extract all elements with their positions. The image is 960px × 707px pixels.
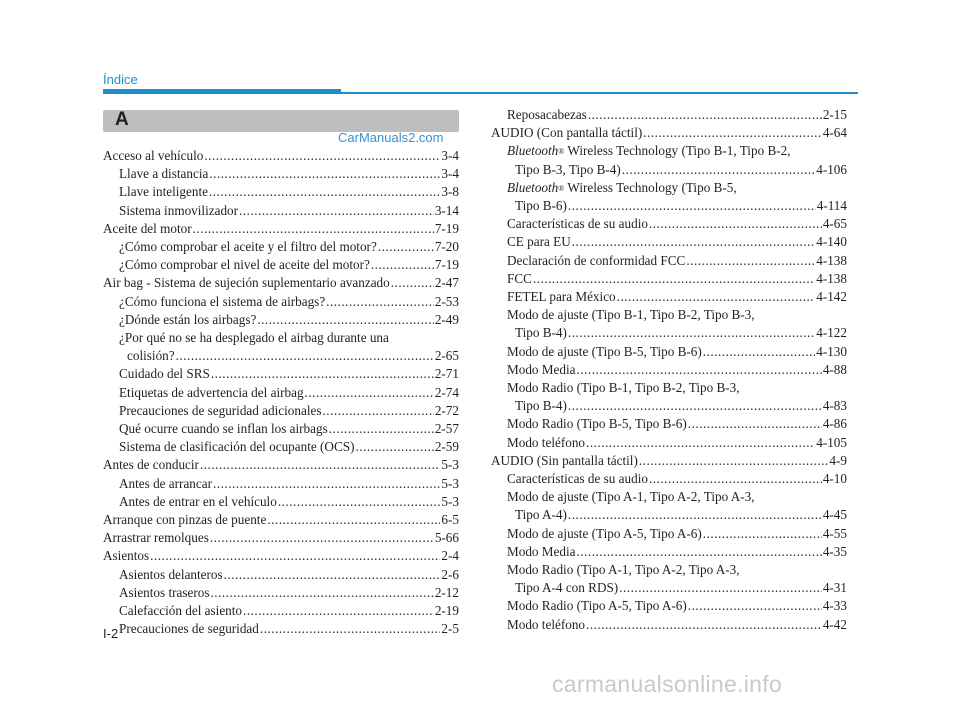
- section-letter-box: [103, 110, 459, 132]
- dot-leader: [617, 288, 816, 306]
- index-entry-page: 4-65: [822, 216, 847, 232]
- index-entry-title-line2: [507, 324, 847, 342]
- index-entry-text: Reposacabezas: [507, 107, 587, 122]
- index-entry-page: 4-130: [816, 343, 847, 359]
- index-entry[interactable]: [103, 438, 459, 456]
- index-entry-page: 2-19: [434, 603, 459, 619]
- index-entry-page: 4-83: [822, 398, 847, 414]
- index-entry-page: 2-4: [441, 548, 459, 564]
- registered-mark: ®: [558, 147, 565, 157]
- index-entry-page: 5-3: [441, 457, 459, 473]
- index-entry-page: 2-47: [434, 275, 459, 291]
- index-entry[interactable]: [103, 547, 459, 565]
- index-entry-text: Wireless Technology (Tipo B-5,: [564, 179, 737, 195]
- index-entry-text: Antes de arrancar: [119, 475, 212, 491]
- index-entry-page: 2-5: [441, 621, 459, 637]
- index-entry[interactable]: [491, 252, 847, 270]
- dot-leader: [326, 293, 434, 311]
- index-entry-italic: Bluetooth: [507, 143, 559, 159]
- index-entry-text: Modo de ajuste (Tipo B-1, Tipo B-2, Tipo B-3,: [507, 307, 755, 323]
- index-entry[interactable]: [103, 620, 459, 638]
- dot-leader: [239, 202, 434, 220]
- page-header-title: Índice: [103, 72, 138, 87]
- dot-leader: [649, 470, 822, 488]
- dot-leader: [619, 579, 822, 597]
- index-entry-title-line1: [119, 329, 459, 347]
- index-entry-page: 5-3: [441, 475, 459, 491]
- dot-leader: [355, 438, 433, 456]
- index-column-right: [491, 106, 847, 634]
- index-entry[interactable]: [491, 561, 847, 597]
- index-entry[interactable]: [103, 493, 459, 511]
- index-entry[interactable]: [491, 306, 847, 342]
- dot-leader: [260, 620, 441, 638]
- dot-leader: [686, 252, 815, 270]
- index-entry[interactable]: [103, 384, 459, 402]
- index-entry-text: ¿Cómo comprobar el aceite y el filtro del motor?: [119, 239, 377, 255]
- dot-leader: [649, 215, 822, 233]
- index-entry-page: 2-49: [434, 311, 459, 327]
- index-entry-page: 4-105: [816, 434, 847, 450]
- dot-leader: [150, 547, 440, 565]
- index-entry-text: FCC: [507, 270, 532, 286]
- index-entry-title-line1: [507, 488, 847, 506]
- index-entry-page: 4-138: [816, 252, 847, 268]
- dot-leader: [204, 147, 440, 165]
- index-entry-text: Etiquetas de advertencia del airbag: [119, 384, 304, 400]
- header-rule-thick: [103, 89, 341, 94]
- dot-leader: [243, 602, 434, 620]
- index-entry-text: Modo de ajuste (Tipo B-5, Tipo B-6): [507, 343, 702, 359]
- index-entry-page: 4-86: [822, 416, 847, 432]
- index-entry-text: Modo Radio (Tipo A-1, Tipo A-2, Tipo A-3,: [507, 562, 740, 578]
- index-entry[interactable]: [103, 165, 459, 183]
- index-entry[interactable]: [103, 365, 459, 383]
- index-entry-page: 7-19: [434, 257, 459, 273]
- index-entry[interactable]: [491, 288, 847, 306]
- index-entry-page: 2-59: [434, 439, 459, 455]
- index-entry-text: Cuidado del SRS: [119, 366, 210, 382]
- index-entry[interactable]: [103, 293, 459, 311]
- index-entry-page: 4-122: [816, 325, 847, 341]
- header-rule-thin: [341, 92, 858, 94]
- site-watermark: carmanualsonline.info: [552, 671, 783, 697]
- section-letter: A: [115, 109, 129, 130]
- dot-leader: [622, 161, 815, 179]
- dot-leader: [577, 361, 822, 379]
- index-entry-text: ¿Cómo funciona el sistema de airbags?: [119, 293, 326, 309]
- index-entry[interactable]: [103, 329, 459, 365]
- index-entry-page: 2-71: [434, 366, 459, 382]
- index-entry-text: colisión?: [127, 348, 175, 364]
- index-entry-text: Precauciones de seguridad: [119, 621, 259, 637]
- index-entry-text: Asientos traseros: [119, 584, 210, 600]
- index-entry[interactable]: [491, 379, 847, 415]
- dot-leader: [176, 347, 434, 365]
- dot-leader: [568, 506, 822, 524]
- index-entry-text: Acceso al vehículo: [103, 148, 204, 163]
- dot-leader: [568, 324, 815, 342]
- index-entry-text: Asientos delanteros: [119, 566, 223, 582]
- index-entry-page: 3-4: [441, 148, 459, 163]
- index-entry[interactable]: [103, 402, 459, 420]
- index-entry[interactable]: [103, 147, 459, 165]
- dot-leader: [200, 456, 440, 474]
- index-entry-text: CE para EU: [507, 234, 571, 250]
- index-entry-page: 4-138: [816, 270, 847, 286]
- index-entry-title-line2: [507, 506, 847, 524]
- dot-leader: [568, 397, 822, 415]
- dot-leader: [210, 529, 434, 547]
- index-entry-text: Tipo A-4 con RDS): [515, 580, 619, 596]
- index-entry-text: Arranque con pinzas de puente: [103, 512, 267, 528]
- index-entry[interactable]: [491, 270, 847, 288]
- index-entry[interactable]: [103, 456, 459, 474]
- index-entry-page: 4-140: [816, 234, 847, 250]
- watermark-link[interactable]: CarManuals2.com: [338, 130, 444, 145]
- index-entry[interactable]: [103, 274, 459, 292]
- index-entry[interactable]: [491, 361, 847, 379]
- index-entry-page: 5-66: [434, 530, 459, 546]
- index-entry-page: 2-72: [434, 402, 459, 418]
- index-entry-title-line2: [119, 347, 459, 365]
- dot-leader: [267, 511, 440, 529]
- index-entry-page: 3-4: [441, 166, 459, 182]
- index-entry[interactable]: [491, 233, 847, 251]
- index-entry[interactable]: [103, 584, 459, 602]
- index-column-left: [103, 147, 459, 638]
- index-entry[interactable]: [491, 415, 847, 433]
- index-entry-page: 4-55: [822, 525, 847, 541]
- index-entry-text: AUDIO (Con pantalla táctil): [491, 125, 643, 141]
- dot-leader: [378, 238, 434, 256]
- index-entry-text: AUDIO (Sin pantalla táctil): [491, 452, 638, 468]
- dot-leader: [323, 402, 434, 420]
- dot-leader: [688, 415, 822, 433]
- index-entry-page: 4-42: [822, 616, 847, 632]
- index-entry-text: ¿Dónde están los airbags?: [119, 311, 257, 327]
- index-entry-text: Precauciones de seguridad adicionales: [119, 402, 322, 418]
- index-entry-text: ¿Por qué no se ha desplegado el airbag durante una: [119, 330, 389, 346]
- index-entry-text: Modo Media: [507, 361, 576, 377]
- index-entry-page: 4-64: [822, 125, 847, 141]
- index-entry-text: Asientos: [103, 548, 150, 564]
- index-entry-text: Qué ocurre cuando se inflan los airbags: [119, 421, 328, 437]
- dot-leader: [588, 106, 822, 124]
- index-entry[interactable]: [491, 215, 847, 233]
- index-entry[interactable]: [491, 179, 847, 215]
- index-entry-title-line2: [507, 579, 847, 597]
- dot-leader: [193, 220, 434, 238]
- index-entry-page: 4-33: [822, 598, 847, 614]
- index-entry-text: Modo de ajuste (Tipo A-1, Tipo A-2, Tipo A-3,: [507, 489, 755, 505]
- dot-leader: [257, 311, 433, 329]
- index-entry-page: 4-45: [822, 507, 847, 523]
- index-entry[interactable]: [491, 525, 847, 543]
- index-entry-text: Declaración de conformidad FCC: [507, 252, 686, 268]
- index-entry[interactable]: [103, 220, 459, 238]
- index-entry-page: 4-31: [822, 580, 847, 596]
- index-entry-page: 7-20: [434, 239, 459, 255]
- index-entry[interactable]: [103, 566, 459, 584]
- index-entry-page: 3-14: [434, 202, 459, 218]
- index-entry-text: Tipo B-6): [515, 198, 567, 214]
- index-entry-page: 3-8: [441, 184, 459, 200]
- index-entry-text: FETEL para México: [507, 289, 616, 305]
- index-entry[interactable]: [491, 106, 847, 124]
- index-entry-text: Tipo B-4): [515, 398, 567, 414]
- index-entry[interactable]: [491, 470, 847, 488]
- index-entry[interactable]: [491, 142, 847, 178]
- index-entry-page: 4-35: [822, 543, 847, 559]
- dot-leader: [586, 434, 815, 452]
- index-entry-title-line1: [507, 142, 847, 160]
- index-entry-text: Sistema inmovilizador: [119, 202, 239, 218]
- index-entry[interactable]: [491, 543, 847, 561]
- dot-leader: [278, 493, 441, 511]
- index-entry-page: 4-106: [816, 161, 847, 177]
- index-entry-text: Llave inteligente: [119, 184, 208, 200]
- index-entry[interactable]: [491, 343, 847, 361]
- index-entry[interactable]: [103, 202, 459, 220]
- dot-leader: [688, 597, 822, 615]
- index-entry-text: Antes de conducir: [103, 457, 199, 473]
- index-entry-text: Sistema de clasificación del ocupante (OCS): [119, 439, 355, 455]
- index-entry-page: 4-88: [822, 361, 847, 377]
- index-entry[interactable]: [103, 420, 459, 438]
- index-entry-title-line1: [507, 379, 847, 397]
- dot-leader: [586, 616, 822, 634]
- index-entry-page: 2-57: [434, 421, 459, 437]
- index-entry-page: 5-3: [441, 493, 459, 509]
- index-entry-page: 2-74: [434, 384, 459, 400]
- index-entry[interactable]: [491, 434, 847, 452]
- index-entry[interactable]: [491, 452, 847, 470]
- dot-leader: [643, 124, 822, 142]
- index-entry-page: 4-9: [829, 452, 847, 468]
- dot-leader: [391, 274, 434, 292]
- dot-leader: [209, 165, 440, 183]
- index-entry-text: Modo de ajuste (Tipo A-5, Tipo A-6): [507, 525, 702, 541]
- index-entry-text: Modo Media: [507, 543, 576, 559]
- index-entry-text: Calefacción del asiento: [119, 603, 243, 619]
- index-entry-page: 2-65: [434, 348, 459, 364]
- index-entry[interactable]: [103, 183, 459, 201]
- dot-leader: [213, 475, 440, 493]
- index-entry-text: Tipo B-4): [515, 325, 567, 341]
- index-entry-text: Modo teléfono: [507, 434, 586, 450]
- registered-mark: ®: [558, 183, 565, 193]
- index-entry-title-line1: [507, 179, 847, 197]
- index-entry-title-line2: [507, 397, 847, 415]
- index-entry[interactable]: [491, 616, 847, 634]
- index-entry-text: Modo Radio (Tipo B-5, Tipo B-6): [507, 416, 687, 432]
- index-entry[interactable]: [103, 238, 459, 256]
- index-entry-page: 6-5: [441, 512, 459, 528]
- index-entry[interactable]: [103, 475, 459, 493]
- index-entry-text: Tipo B-3, Tipo B-4): [515, 161, 621, 177]
- dot-leader: [533, 270, 815, 288]
- index-entry-text: Modo Radio (Tipo B-1, Tipo B-2, Tipo B-3,: [507, 380, 740, 396]
- index-entry-italic: Bluetooth: [507, 179, 559, 195]
- index-entry-page: 2-12: [434, 584, 459, 600]
- index-entry[interactable]: [491, 488, 847, 524]
- index-entry-text: Modo Radio (Tipo A-5, Tipo A-6): [507, 598, 687, 614]
- dot-leader: [305, 384, 434, 402]
- dot-leader: [211, 365, 434, 383]
- dot-leader: [703, 343, 815, 361]
- index-entry[interactable]: [491, 124, 847, 142]
- index-entry-page: 4-114: [816, 198, 847, 214]
- dot-leader: [577, 543, 822, 561]
- dot-leader: [703, 525, 822, 543]
- index-entry-text: Llave a distancia: [119, 166, 209, 182]
- dot-leader: [371, 256, 434, 274]
- index-entry-page: 4-10: [822, 471, 847, 487]
- index-entry-title-line2: [507, 197, 847, 215]
- index-entry-text: Tipo A-4): [515, 507, 567, 523]
- index-entry[interactable]: [103, 529, 459, 547]
- index-entry[interactable]: [103, 602, 459, 620]
- index-entry-text: Wireless Technology (Tipo B-1, Tipo B-2,: [564, 143, 791, 159]
- dot-leader: [224, 566, 441, 584]
- index-entry-text: Características de su audio: [507, 471, 648, 487]
- index-entry-page: 4-142: [816, 289, 847, 305]
- index-entry-text: ¿Cómo comprobar el nivel de aceite del motor?: [119, 257, 370, 273]
- index-entry-title-line1: [507, 561, 847, 579]
- index-entry-page: 7-19: [434, 220, 459, 236]
- dot-leader: [210, 584, 433, 602]
- index-entry[interactable]: [103, 256, 459, 274]
- page-number: I-2: [103, 626, 119, 641]
- dot-leader: [209, 183, 440, 201]
- dot-leader: [572, 233, 816, 251]
- dot-leader: [568, 197, 816, 215]
- index-entry-title-line2: [507, 161, 847, 179]
- index-entry-text: Modo teléfono: [507, 616, 586, 632]
- index-entry-title-line1: [507, 306, 847, 324]
- dot-leader: [329, 420, 434, 438]
- index-entry-page: 2-15: [822, 107, 847, 122]
- index-entry-page: 2-6: [441, 566, 459, 582]
- index-entry-text: Antes de entrar en el vehículo: [119, 493, 277, 509]
- index-entry[interactable]: [103, 511, 459, 529]
- index-entry-page: 2-53: [434, 293, 459, 309]
- index-entry-text: Arrastrar remolques: [103, 530, 209, 546]
- index-entry-text: Air bag - Sistema de sujeción suplementario avanzado: [103, 275, 390, 291]
- dot-leader: [639, 452, 829, 470]
- index-entry[interactable]: [103, 311, 459, 329]
- index-entry-text: Aceite del motor: [103, 220, 192, 236]
- index-entry-text: Características de su audio: [507, 216, 648, 232]
- index-entry[interactable]: [491, 597, 847, 615]
